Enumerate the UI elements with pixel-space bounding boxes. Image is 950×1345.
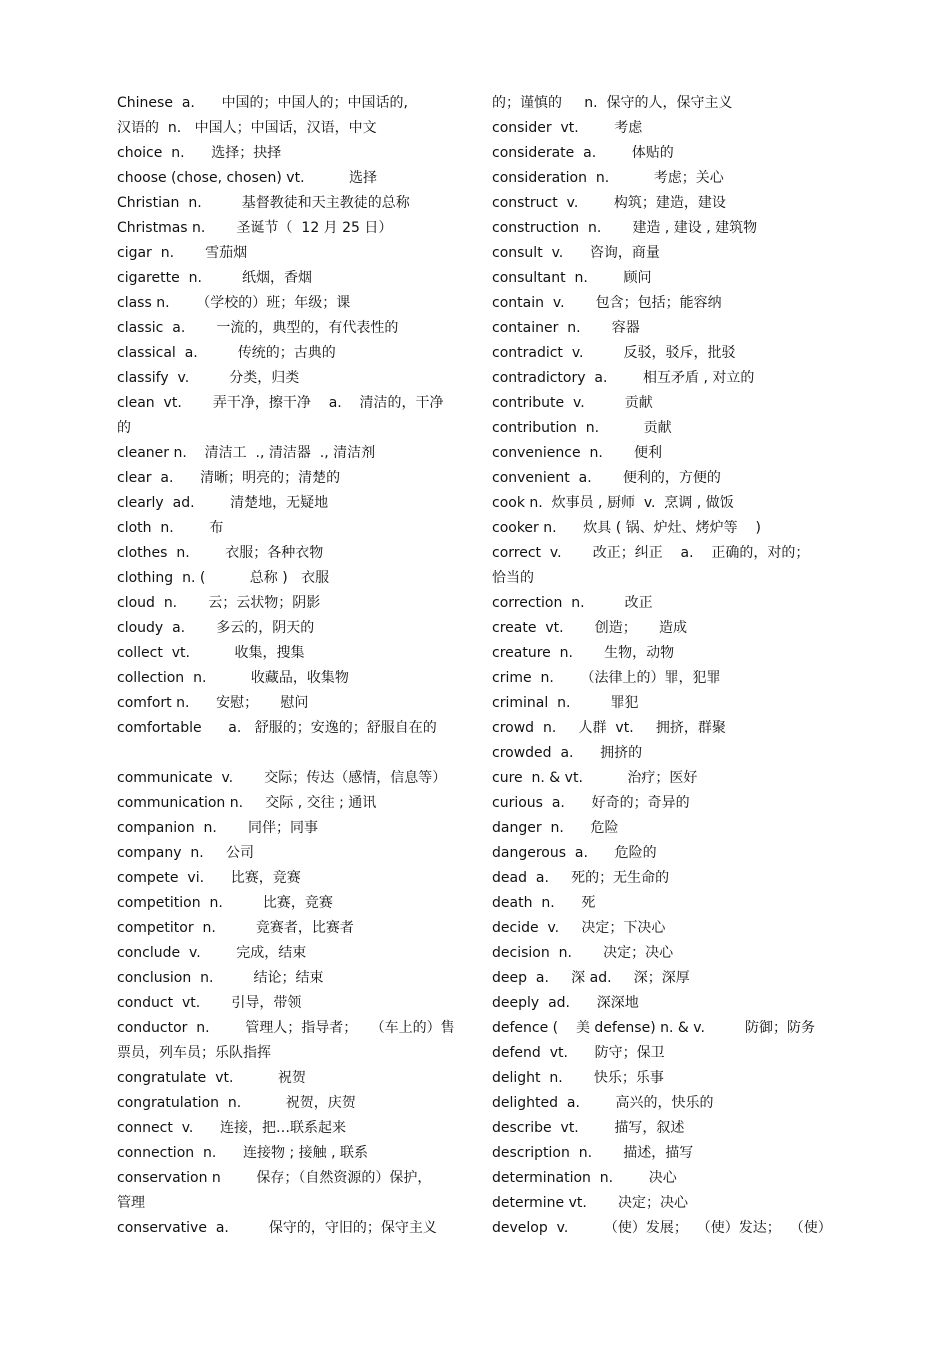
vocab-line: determination n. 决心 (492, 1170, 677, 1186)
vocab-line: delighted a. 高兴的，快乐的 (492, 1095, 714, 1111)
vocab-line: cook n. 炊事员 , 厨师 v. 烹调 , 做饭 (492, 495, 734, 511)
vocab-line: cooker n. 炊具 ( 锅、炉灶、烤炉等 ) (492, 520, 761, 536)
vocab-line: delight n. 快乐；乐事 (492, 1070, 664, 1086)
left-column (117, 91, 462, 1241)
vocab-line: clean vt. 弄干净，擦干净 a. 清洁的，干净 (117, 395, 444, 411)
vocab-line: conclude v. 完成，结束 (117, 945, 307, 961)
vocab-line: 票员，列车员；乐队指挥 (117, 1045, 271, 1061)
vocab-line: classic a. 一流的，典型的，有代表性的 (117, 320, 399, 336)
vocab-line: decision n. 决定；决心 (492, 945, 674, 961)
vocab-line: dead a. 死的；无生命的 (492, 870, 670, 886)
vocab-line: choose (chose, chosen) vt. 选择 (117, 170, 378, 186)
vocab-line: danger n. 危险 (492, 820, 619, 836)
vocab-line: conclusion n. 结论；结束 (117, 970, 324, 986)
vocab-line: 汉语的 n. 中国人；中国话，汉语，中文 (117, 120, 377, 136)
vocab-line: connect v. 连接，把…联系起来 (117, 1120, 347, 1136)
vocab-line: determine vt. 决定；决心 (492, 1195, 688, 1211)
vocab-line: defence ( 美 defense) n. & v. 防御；防务 (492, 1020, 815, 1036)
vocab-line: Christmas n. 圣诞节（ 12 月 25 日） (117, 220, 393, 236)
vocab-line (117, 741, 462, 766)
vocab-line: contain v. 包含；包括；能容纳 (492, 295, 722, 311)
vocab-line: class n. （学校的）班；年级；课 (117, 295, 351, 311)
vocab-line: 恰当的 (492, 570, 534, 586)
vocab-line: communicate v. 交际；传达（感情，信息等） (117, 770, 447, 786)
vocab-line: contradict v. 反驳，驳斥，批驳 (492, 345, 736, 361)
vocab-line: 管理 (117, 1195, 145, 1211)
vocab-line: congratulate vt. 祝贺 (117, 1070, 306, 1086)
vocab-line: 的 (117, 420, 131, 436)
vocab-line: correct v. 改正；纠正 a. 正确的，对的； (492, 545, 810, 561)
vocab-line: contribution n. 贡献 (492, 420, 672, 436)
vocab-line: clear a. 清晰；明亮的；清楚的 (117, 470, 341, 486)
vocab-line: comfortable a. 舒服的；安逸的；舒服自在的 (117, 720, 437, 736)
vocab-line: cloth n. 布 (117, 520, 224, 536)
vocab-line: contribute v. 贡献 (492, 395, 653, 411)
vocab-line: convenient a. 便利的，方便的 (492, 470, 721, 486)
vocab-line: conductor n. 管理人；指导者； （车上的）售 (117, 1020, 455, 1036)
vocab-line: communication n. 交际 , 交往 ; 通讯 (117, 795, 377, 811)
vocab-line: Christian n. 基督教徒和天主教徒的总称 (117, 195, 410, 211)
vocab-line: curious a. 好奇的；奇异的 (492, 795, 690, 811)
vocab-line: convenience n. 便利 (492, 445, 662, 461)
vocab-line: describe vt. 描写，叙述 (492, 1120, 685, 1136)
vocab-line: dangerous a. 危险的 (492, 845, 657, 861)
right-column (492, 91, 837, 1241)
vocab-line: consider vt. 考虑 (492, 120, 643, 136)
vocab-line: conservation n 保存；（自然资源的）保护， (117, 1170, 432, 1186)
vocab-line: conduct vt. 引导，带领 (117, 995, 302, 1011)
vocab-line: clothing n. ( 总称 ) 衣服 (117, 570, 330, 586)
vocab-line: competition n. 比赛，竞赛 (117, 895, 333, 911)
vocab-line: cigar n. 雪茄烟 (117, 245, 248, 261)
vocab-line: contradictory a. 相互矛盾 , 对立的 (492, 370, 755, 386)
vocab-line: crowd n. 人群 vt. 拥挤，群聚 (492, 720, 726, 736)
vocab-line: clothes n. 衣服；各种衣物 (117, 545, 324, 561)
vocab-line: death n. 死 (492, 895, 596, 911)
vocab-line: cigarette n. 纸烟，香烟 (117, 270, 312, 286)
vocab-line: cleaner n. 清洁工 ., 清洁器 ., 清洁剂 (117, 445, 376, 461)
vocab-line: clearly ad. 清楚地，无疑地 (117, 495, 329, 511)
vocab-line: consult v. 咨询，商量 (492, 245, 660, 261)
vocab-line: develop v. （使）发展； （使）发达； （使） (492, 1220, 832, 1236)
vocab-line: congratulation n. 祝贺，庆贺 (117, 1095, 356, 1111)
vocab-line: defend vt. 防守；保卫 (492, 1045, 665, 1061)
vocab-line: Chinese a. 中国的；中国人的；中国话的, (117, 95, 409, 111)
vocab-line: conservative a. 保守的，守旧的；保守主义 (117, 1220, 437, 1236)
vocab-line: correction n. 改正 (492, 595, 653, 611)
vocab-line: crowded a. 拥挤的 (492, 745, 643, 761)
vocab-line: construct v. 构筑；建造，建设 (492, 195, 726, 211)
vocab-line: choice n. 选择；抉择 (117, 145, 282, 161)
vocab-line: 的；谨慎的 n. 保守的人，保守主义 (492, 95, 733, 111)
vocab-line: comfort n. 安慰； 慰问 (117, 695, 309, 711)
vocab-line: cloud n. 云；云状物；阴影 (117, 595, 321, 611)
vocab-line: companion n. 同伴；同事 (117, 820, 318, 836)
vocab-line: container n. 容器 (492, 320, 640, 336)
vocab-line: deeply ad. 深深地 (492, 995, 639, 1011)
vocab-line: collect vt. 收集，搜集 (117, 645, 305, 661)
vocab-line: considerate a. 体贴的 (492, 145, 674, 161)
vocab-line: compete vi. 比赛，竞赛 (117, 870, 301, 886)
vocab-line: decide v. 决定；下决心 (492, 920, 666, 936)
vocab-line: cloudy a. 多云的，阴天的 (117, 620, 315, 636)
vocab-line: company n. 公司 (117, 845, 254, 861)
vocab-line: creature n. 生物，动物 (492, 645, 675, 661)
vocab-line: classical a. 传统的；古典的 (117, 345, 336, 361)
vocab-line: description n. 描述，描写 (492, 1145, 694, 1161)
vocab-line: crime n. （法律上的）罪，犯罪 (492, 670, 721, 686)
vocab-line: classify v. 分类，归类 (117, 370, 300, 386)
vocab-line: cure n. & vt. 治疗；医好 (492, 770, 698, 786)
vocab-line: consideration n. 考虑；关心 (492, 170, 724, 186)
vocab-line: collection n. 收藏品，收集物 (117, 670, 349, 686)
vocab-line: construction n. 建造 , 建设 , 建筑物 (492, 220, 758, 236)
vocab-line: connection n. 连接物 ; 接触 , 联系 (117, 1145, 369, 1161)
vocab-line: criminal n. 罪犯 (492, 695, 639, 711)
vocab-line: consultant n. 顾问 (492, 270, 652, 286)
vocab-line: deep a. 深 ad. 深；深厚 (492, 970, 690, 986)
vocab-line: competitor n. 竞赛者，比赛者 (117, 920, 354, 936)
vocab-line: create vt. 创造； 造成 (492, 620, 687, 636)
